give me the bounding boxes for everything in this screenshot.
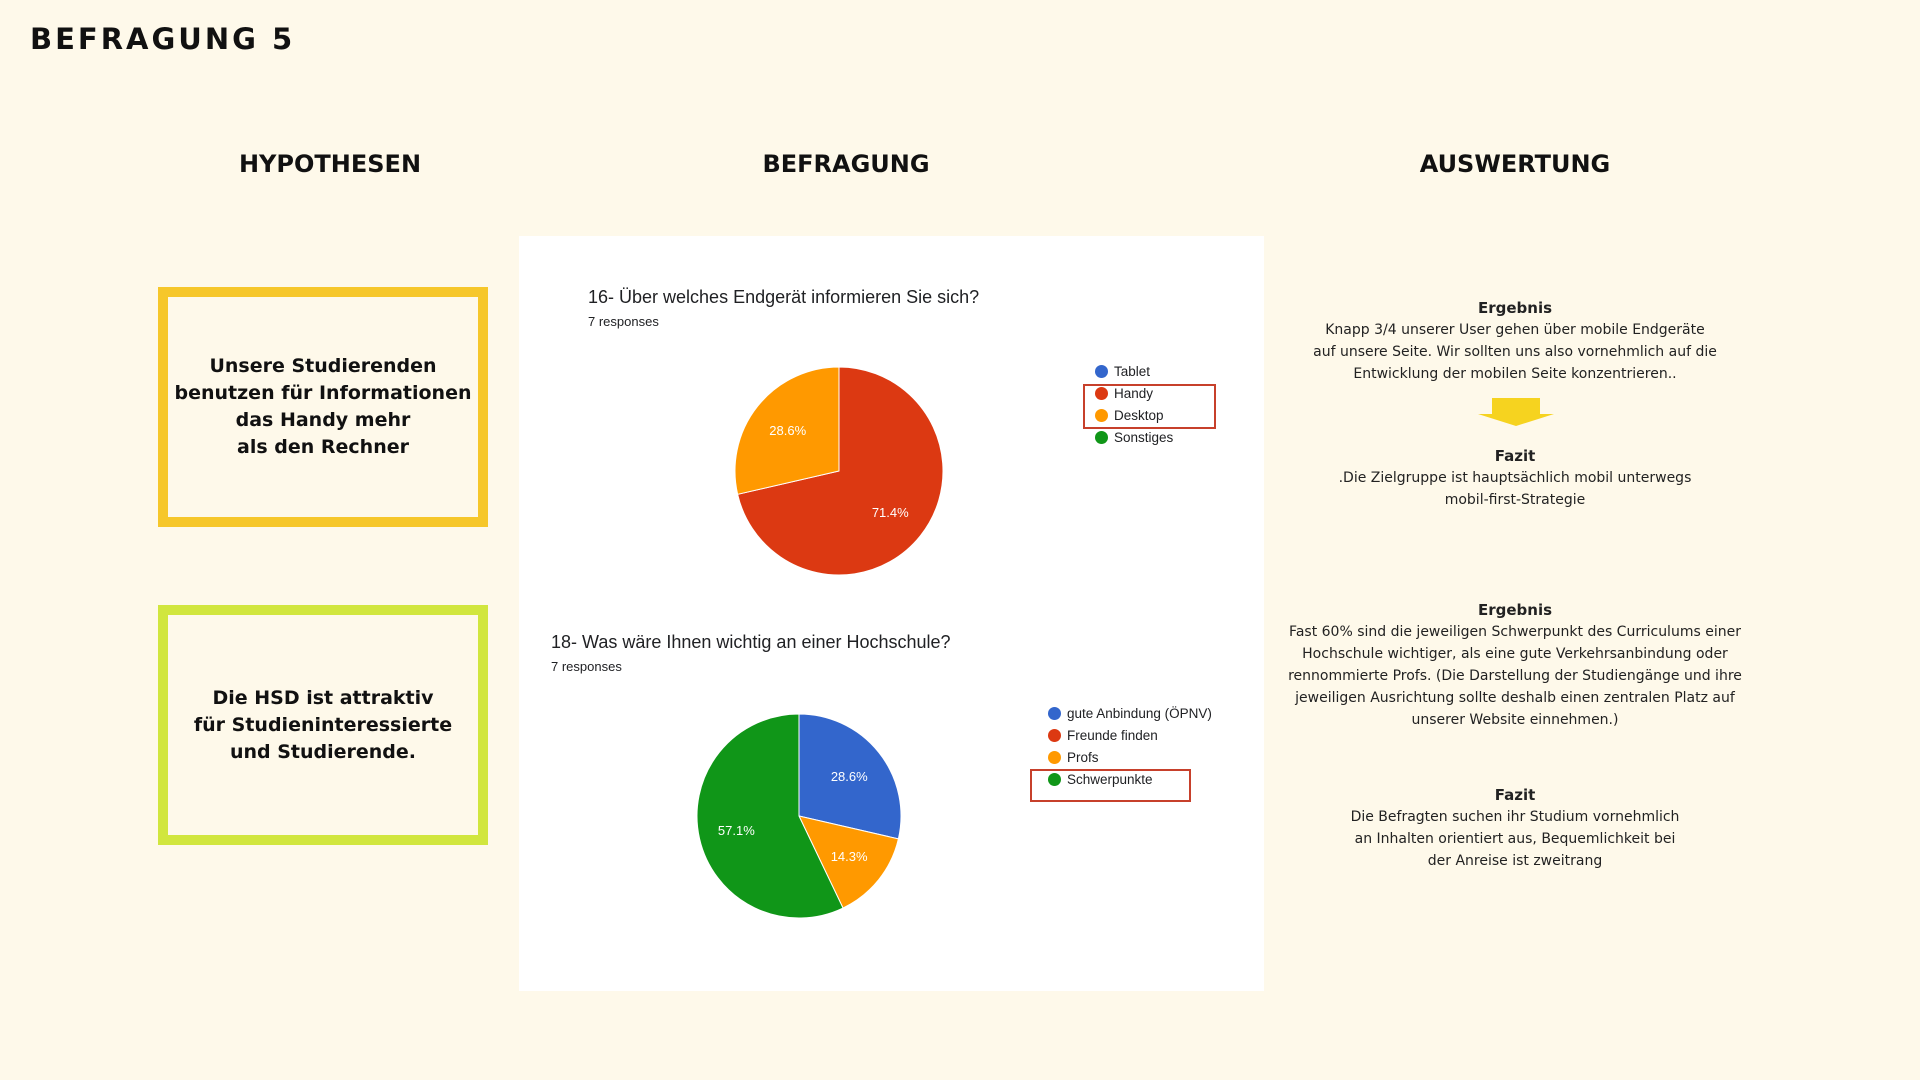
legend-1-item-0 [1095,364,1150,379]
survey-card [519,236,1264,991]
hypothesis-box-2 [158,605,488,845]
pie-2-label-3: 57.1% [717,823,755,839]
pie-1-label-1: 71.4% [871,504,909,520]
question-2-title: 18- Was wäre Ihnen wichtig an einer Hochschule? [551,632,951,652]
question-2-responses: 7 responses [551,659,622,674]
legend-2-item-0 [1048,706,1212,721]
hypothesis-text-2: Die HSD ist attraktiv für Studieninteressierte und Studierende. [193,686,453,763]
question-1-responses: 7 responses [588,314,659,329]
pie-1-label-2: 28.6% [769,423,807,439]
hypothesis-text-1: Unsere Studierenden benutzen für Informationen das Handy mehr als den Rechner [174,355,472,458]
evaluation-2-result-heading: Ergebnis [1477,601,1553,619]
evaluation-2-conclusion-heading: Fazit [1494,786,1536,804]
pie-2-label-0: 28.6% [830,768,868,784]
hypothesis-box-1 [158,287,488,527]
legend-2-label-1: Freunde finden [1067,728,1158,743]
legend-2-label-3: Schwerpunkte [1067,772,1153,787]
column-heading-befragung: BEFRAGUNG [762,150,930,178]
legend-dot-icon [1048,729,1061,742]
legend-dot-icon [1048,751,1061,764]
legend-2-label-0: gute Anbindung (ÖPNV) [1067,706,1212,721]
column-heading-hypothesen: HYPOTHESEN [238,150,422,178]
legend-dot-icon [1048,707,1061,720]
legend-1-highlight-box [1083,384,1216,429]
evaluation-1-conclusion-heading: Fazit [1494,447,1536,465]
evaluation-1 [1280,297,1750,385]
legend-2-label-2: Profs [1067,750,1099,765]
page-title: BEFRAGUNG 5 [30,22,296,56]
legend-2-highlight-box [1030,769,1191,802]
evaluation-1-conclusion [1280,445,1750,511]
evaluation-2 [1280,599,1750,731]
pie-chart-1 [729,361,949,581]
legend-2-item-1 [1048,728,1158,743]
evaluation-2-conclusion [1280,784,1750,872]
pie-2-label-2: 14.3% [830,849,868,865]
evaluation-1-result-text: Knapp 3/4 unserer User gehen über mobile Endgeräte auf unsere Seite. Wir sollten uns also vornehmlich auf die Entwicklung der mobilen Seite konzentrieren.. [1313,322,1717,382]
legend-dot-icon [1095,431,1108,444]
evaluation-1-result-heading: Ergebnis [1477,299,1553,317]
arrow-down-icon [1478,398,1554,426]
legend-1-label-1: Handy [1114,386,1154,401]
legend-dot-icon [1095,365,1108,378]
evaluation-2-result-text: Fast 60% sind die jeweiligen Schwerpunkt des Curriculums einer Hochschule wichtiger, als eine gute Verkehrsanbindung oder rennommierte Profs. (Die Darstellung der Studiengänge und ihre jeweiligen Ausrichtung sollte deshalb einen zentralen Platz auf unserer Website einnehmen.) [1288,624,1742,728]
column-heading-auswertung: AUSWERTUNG [1419,150,1611,178]
evaluation-2-conclusion-text: Die Befragten suchen ihr Studium vornehmlich an Inhalten orientiert aus, Bequemlichkeit bei der Anreise ist zweitrang [1350,809,1680,869]
legend-1-label-0: Tablet [1114,364,1151,379]
question-1-title: 16- Über welches Endgerät informieren Sie sich? [588,287,980,307]
legend-1-label-3: Sonstiges [1114,430,1174,445]
legend-1-label-2: Desktop [1114,408,1164,423]
legend-1-item-3 [1095,430,1173,445]
pie-chart-2 [689,706,909,926]
legend-2-item-2 [1048,750,1099,765]
evaluation-1-conclusion-text: .Die Zielgruppe ist hauptsächlich mobil unterwegs mobil-first-Strategie [1338,470,1692,508]
